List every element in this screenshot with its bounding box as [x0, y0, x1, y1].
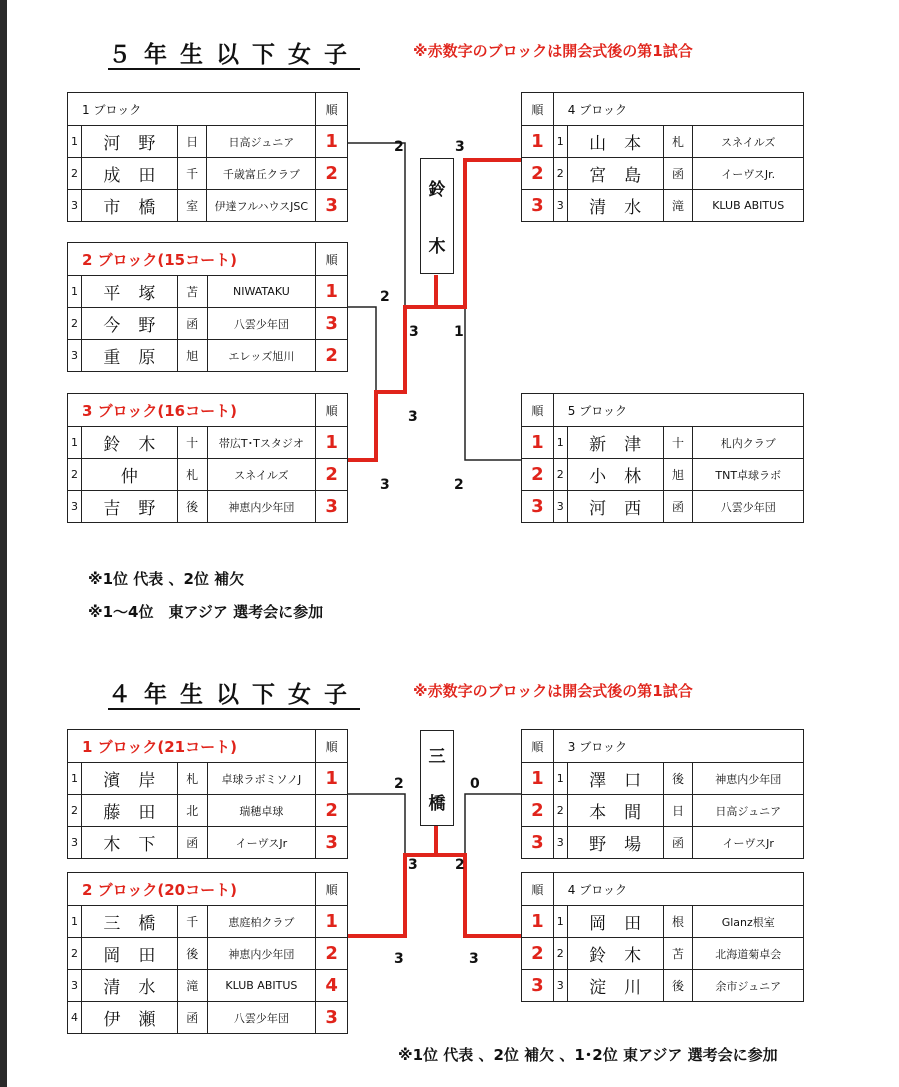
cell-pref: 後	[663, 763, 693, 795]
cell-name: 三橋	[81, 906, 177, 938]
cell-club: 日高ジュニア	[693, 795, 804, 827]
cell-name: 本間	[567, 795, 663, 827]
cell-club: 八雲少年団	[693, 491, 804, 523]
cell-no: 1	[68, 276, 82, 308]
cell-club: イーヴスJr.	[693, 158, 804, 190]
cell-no: 2	[553, 938, 567, 970]
cell-name: 岡田	[81, 938, 177, 970]
cell-rank: 3	[316, 827, 348, 859]
cell-pref: 千	[177, 906, 207, 938]
block-title: 5 ブロック	[553, 394, 803, 427]
cell-club: 瑞穂卓球	[207, 795, 316, 827]
score: 2	[394, 776, 404, 792]
section1-winner-box: 鈴 木	[420, 158, 454, 274]
cell-pref: 後	[663, 970, 693, 1002]
table-row	[68, 938, 348, 970]
score: 2	[380, 289, 390, 305]
cell-no: 2	[68, 308, 82, 340]
cell-name: 清水	[81, 970, 177, 1002]
cell-rank: 1	[316, 763, 348, 795]
cell-rank: 1	[316, 126, 348, 158]
cell-pref: 北	[177, 795, 207, 827]
footnote: ※1位 代表 、2位 補欠 、1･2位 東アジア 選考会に参加	[398, 1046, 778, 1064]
cell-club: イーヴスJr	[207, 827, 316, 859]
cell-no: 3	[553, 970, 567, 1002]
cell-rank_header: 順	[316, 93, 348, 126]
cell-name: 仲	[81, 459, 177, 491]
cell-rank: 1	[316, 427, 348, 459]
cell-pref: 苫	[177, 276, 207, 308]
cell-pref: 苫	[663, 938, 693, 970]
cell-pref: 旭	[663, 459, 693, 491]
cell-club: 北海道菊卓会	[693, 938, 804, 970]
cell-no: 3	[553, 190, 567, 222]
cell-name: 河西	[567, 491, 663, 523]
cell-no: 2	[68, 158, 82, 190]
cell-rank: 1	[522, 906, 554, 938]
cell-rank: 3	[316, 491, 348, 523]
cell-club: 余市ジュニア	[693, 970, 804, 1002]
cell-rank: 3	[522, 827, 554, 859]
cell-club: 神恵内少年団	[207, 491, 316, 523]
cell-rank: 2	[522, 795, 554, 827]
cell-rank: 2	[316, 459, 348, 491]
cell-rank: 2	[316, 158, 348, 190]
cell-club: NIWATAKU	[207, 276, 316, 308]
cell-club: 札内クラブ	[693, 427, 804, 459]
cell-rank: 2	[316, 938, 348, 970]
cell-no: 1	[68, 427, 82, 459]
cell-no: 1	[553, 126, 567, 158]
cell-rank: 3	[316, 1002, 348, 1034]
cell-no: 1	[553, 906, 567, 938]
cell-pref: 十	[177, 427, 207, 459]
cell-pref: 札	[177, 459, 207, 491]
cell-name: 市橋	[81, 190, 177, 222]
cell-pref: 函	[177, 1002, 207, 1034]
cell-no: 3	[68, 190, 82, 222]
score: 2	[454, 477, 464, 493]
block-title: 1 ブロック	[68, 93, 316, 126]
cell-name: 鈴木	[81, 427, 177, 459]
cell-pref: 函	[663, 158, 693, 190]
table-row	[68, 906, 348, 938]
table-row	[522, 763, 804, 795]
cell-no: 2	[68, 459, 82, 491]
cell-club: KLUB ABITUS	[693, 190, 804, 222]
cell-no: 2	[68, 795, 82, 827]
table-row	[522, 906, 804, 938]
cell-rank: 2	[316, 795, 348, 827]
score: 3	[469, 951, 479, 967]
cell-club: スネイルズ	[207, 459, 316, 491]
block-title: 2 ブロック(15コート)	[68, 243, 316, 276]
cell-pref: 函	[177, 308, 207, 340]
cell-rank: 1	[522, 427, 554, 459]
section1-note: ※赤数字のブロックは開会式後の第1試合	[413, 42, 693, 60]
cell-name: 野場	[567, 827, 663, 859]
score: 2	[455, 857, 465, 873]
cell-name: 成田	[81, 158, 177, 190]
cell-pref: 函	[177, 827, 207, 859]
cell-rank_header: 順	[316, 730, 348, 763]
score: 3	[455, 139, 465, 155]
cell-no: 3	[68, 970, 82, 1002]
cell-rank: 2	[522, 938, 554, 970]
cell-no: 3	[68, 340, 82, 372]
cell-rank: 1	[316, 276, 348, 308]
s2-block4	[521, 872, 804, 1002]
cell-club: 八雲少年団	[207, 1002, 316, 1034]
table-row	[522, 970, 804, 1002]
cell-club: 卓球ラボミソノJ	[207, 763, 316, 795]
section1-title: ５年生以下女子	[108, 42, 360, 68]
cell-no: 1	[553, 427, 567, 459]
cell-pref: 滝	[177, 970, 207, 1002]
score: 3	[394, 951, 404, 967]
cell-no: 3	[68, 491, 82, 523]
cell-pref: 札	[177, 763, 207, 795]
cell-no: 2	[68, 938, 82, 970]
cell-rank: 3	[522, 491, 554, 523]
cell-rank_header: 順	[522, 730, 554, 763]
block-title: 1 ブロック(21コート)	[68, 730, 316, 763]
cell-club: 八雲少年団	[207, 308, 316, 340]
cell-no: 1	[553, 763, 567, 795]
footnote: ※1位 代表 、2位 補欠	[88, 570, 245, 588]
cell-pref: 後	[177, 938, 207, 970]
cell-rank: 1	[522, 126, 554, 158]
score: 1	[454, 324, 464, 340]
block-title: 3 ブロック	[553, 730, 803, 763]
table-row	[522, 938, 804, 970]
cell-rank: 2	[522, 459, 554, 491]
cell-name: 小林	[567, 459, 663, 491]
cell-club: 伊達フルハウスJSC	[207, 190, 316, 222]
cell-no: 2	[553, 459, 567, 491]
score: 3	[408, 857, 418, 873]
cell-no: 1	[68, 126, 82, 158]
cell-pref: 千	[177, 158, 207, 190]
block-title: 3 ブロック(16コート)	[68, 394, 316, 427]
cell-pref: 後	[177, 491, 207, 523]
section2-note: ※赤数字のブロックは開会式後の第1試合	[413, 682, 693, 700]
cell-name: 重原	[81, 340, 177, 372]
s2-block3	[521, 729, 804, 859]
block-title: 4 ブロック	[553, 873, 803, 906]
cell-club: 神恵内少年団	[207, 938, 316, 970]
score: 3	[380, 477, 390, 493]
cell-name: 伊瀬	[81, 1002, 177, 1034]
table-row	[522, 827, 804, 859]
cell-rank: 3	[522, 190, 554, 222]
cell-club: Glanz根室	[693, 906, 804, 938]
cell-name: 藤田	[81, 795, 177, 827]
cell-no: 3	[68, 827, 82, 859]
cell-name: 岡田	[567, 906, 663, 938]
cell-rank_header: 順	[316, 394, 348, 427]
cell-club: イーヴスJr	[693, 827, 804, 859]
cell-rank: 3	[522, 970, 554, 1002]
cell-rank_header: 順	[316, 873, 348, 906]
cell-name: 木下	[81, 827, 177, 859]
table-row	[68, 795, 348, 827]
cell-name: 澤口	[567, 763, 663, 795]
cell-club: エレッズ旭川	[207, 340, 316, 372]
cell-rank_header: 順	[522, 873, 554, 906]
cell-club: 帯広T･Tスタジオ	[207, 427, 316, 459]
cell-name: 淀川	[567, 970, 663, 1002]
score: 0	[470, 776, 480, 792]
cell-pref: 十	[663, 427, 693, 459]
cell-club: 千歳富丘クラブ	[207, 158, 316, 190]
cell-rank: 1	[316, 906, 348, 938]
cell-pref: 札	[663, 126, 693, 158]
block-title: 2 ブロック(20コート)	[68, 873, 316, 906]
s2-block2	[67, 872, 348, 1034]
cell-club: 神恵内少年団	[693, 763, 804, 795]
cell-rank_header: 順	[522, 394, 554, 427]
s2-block1	[67, 729, 348, 859]
cell-rank: 3	[316, 308, 348, 340]
cell-pref: 日	[663, 795, 693, 827]
cell-no: 2	[553, 158, 567, 190]
cell-pref: 函	[663, 827, 693, 859]
cell-name: 宮島	[567, 158, 663, 190]
cell-name: 鈴木	[567, 938, 663, 970]
cell-rank: 4	[316, 970, 348, 1002]
cell-name: 平塚	[81, 276, 177, 308]
cell-name: 清水	[567, 190, 663, 222]
score: 2	[394, 139, 404, 155]
cell-pref: 室	[177, 190, 207, 222]
cell-name: 濱岸	[81, 763, 177, 795]
table-row	[522, 795, 804, 827]
cell-club: KLUB ABITUS	[207, 970, 316, 1002]
cell-name: 吉野	[81, 491, 177, 523]
cell-pref: 滝	[663, 190, 693, 222]
block-title: 4 ブロック	[553, 93, 803, 126]
cell-pref: 旭	[177, 340, 207, 372]
score: 3	[409, 324, 419, 340]
cell-rank_header: 順	[522, 93, 554, 126]
cell-club: 恵庭柏クラブ	[207, 906, 316, 938]
cell-club: 日高ジュニア	[207, 126, 316, 158]
score: 3	[408, 409, 418, 425]
cell-no: 2	[553, 795, 567, 827]
cell-pref: 根	[663, 906, 693, 938]
cell-no: 3	[553, 491, 567, 523]
cell-club: スネイルズ	[693, 126, 804, 158]
cell-name: 新津	[567, 427, 663, 459]
section2-title: ４年生以下女子	[108, 682, 360, 708]
cell-rank: 1	[522, 763, 554, 795]
cell-rank: 2	[522, 158, 554, 190]
cell-pref: 函	[663, 491, 693, 523]
table-row	[68, 970, 348, 1002]
table-row	[68, 763, 348, 795]
cell-club: TNT卓球ラボ	[693, 459, 804, 491]
cell-no: 4	[68, 1002, 82, 1034]
cell-name: 今野	[81, 308, 177, 340]
cell-pref: 日	[177, 126, 207, 158]
table-row	[68, 827, 348, 859]
table-row	[68, 1002, 348, 1034]
footnote: ※1～4位 東アジア 選考会に参加	[88, 603, 324, 621]
cell-rank_header: 順	[316, 243, 348, 276]
cell-no: 1	[68, 763, 82, 795]
cell-no: 1	[68, 906, 82, 938]
cell-name: 山本	[567, 126, 663, 158]
section2-winner-box: 三 橋	[420, 730, 454, 826]
cell-rank: 3	[316, 190, 348, 222]
cell-no: 3	[553, 827, 567, 859]
cell-name: 河野	[81, 126, 177, 158]
cell-rank: 2	[316, 340, 348, 372]
